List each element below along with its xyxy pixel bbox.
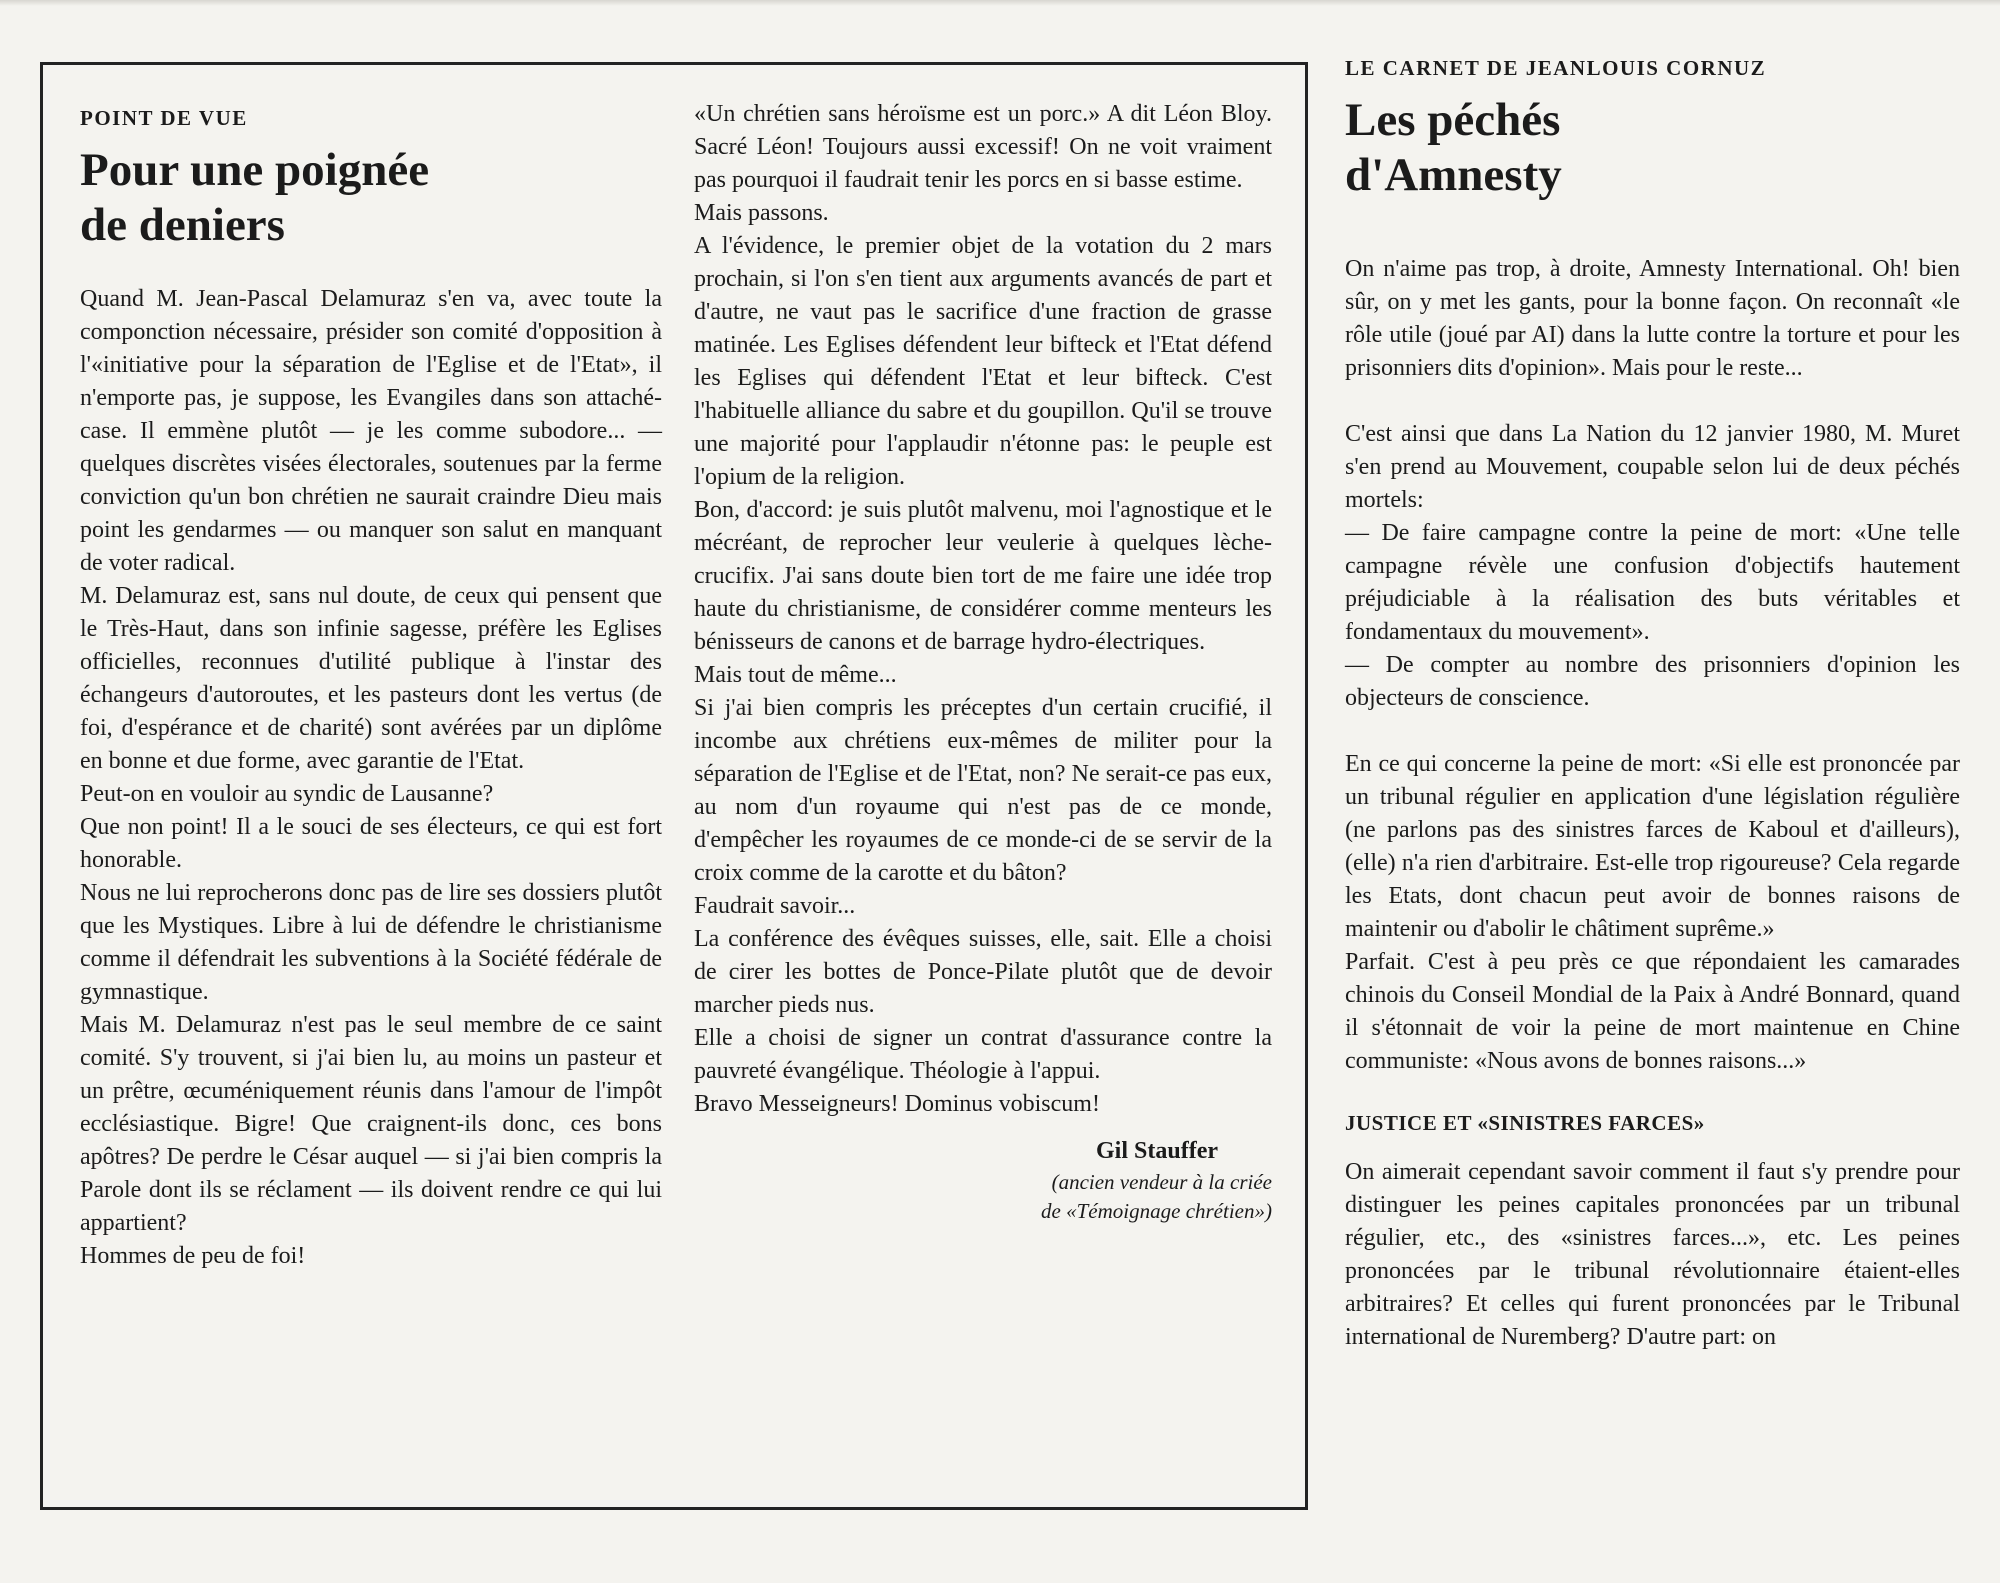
paragraph: Quand M. Jean-Pascal Delamuraz s'en va, avec toute la componction nécessaire, présider son comité d'opposition à l'«initiative pour la séparation de l'Eglise et de l'Etat», il n'emporte pas, je suppose, les Evangiles dans son attaché-case. Il emmène plutôt — je les comme subodore... — quelques discrètes visées électorales, soutenues par la ferme conviction qu'un bon chrétien ne saurait craindre Dieu mais point les gendarmes — ou manquer son salut en manquant de voter radical. — [80, 286, 662, 576]
paragraph: Si j'ai bien compris les préceptes d'un certain crucifié, il incombe aux chrétiens eux-mêmes de militer pour la séparation de l'Eglise et de l'Etat, non? Ne serait-ce pas eux, au nom d'un royaume qui n'est pas de ce monde, d'empêcher les royaumes de ce monde-ci de se servir de la croix comme de la carotte et du bâton? — [694, 695, 1272, 886]
paragraph: A l'évidence, le premier objet de la votation du 2 mars prochain, si l'on s'en tient aux arguments avancés de part et d'autre, ne vaut pas le sacrifice d'une fraction de grasse matinée. Les Eglises défendent leur bifteck et l'Etat défend les Eglises qui défendent l'Etat et leur bifteck. C'est l'habituelle alliance du sabre et du goupillon. Qu'il se trouve une majorité pour l'applaudir n'étonne pas: le peuple est l'opium de la religion. — [694, 233, 1272, 490]
paragraph: Nous ne lui reprocherons donc pas de lire ses dossiers plutôt que les Mystiques. Libre à lui de défendre le christianisme comme il défendrait les subventions à la Société fédérale de gymnastique. — [80, 880, 662, 1005]
right-headline-line-2: d'Amnesty — [1345, 149, 1562, 201]
paragraph-gap — [1345, 1078, 1960, 1111]
right-article-body — [1345, 253, 1960, 1354]
paragraph: Bon, d'accord: je suis plutôt malvenu, moi l'agnostique et le mécréant, de reprocher leur veulerie à quelques lèche-crucifix. J'ai sans doute bien tort de me faire une idée trop haute du christianisme, de considérer comme menteurs les bénisseurs de canons et de barrage hydro-électriques. — [694, 497, 1272, 655]
paragraph: Peut-on en vouloir au syndic de Lausanne? — [80, 781, 494, 807]
paragraph: On n'aime pas trop, à droite, Amnesty International. Oh! bien sûr, on y met les gants, pour la bonne façon. On reconnaît «le rôle utile (joué par AI) dans la lutte contre la torture et pour les prisonniers dits d'opinion». Mais pour le reste... — [1345, 256, 1960, 381]
paragraph: «Un chrétien sans héroïsme est un porc.» A dit Léon Bloy. Sacré Léon! Toujours aussi excessif! On ne voit vraiment pas pourquoi il faudrait tenir les porcs en si basse estime. — [694, 101, 1272, 193]
left-article-body-2 — [694, 98, 1272, 1121]
paragraph: Parfait. C'est à peu près ce que répondaient les camarades chinois du Conseil Mondial de la Paix à André Bonnard, quand il s'étonnait de voir la peine de mort maintenue en Chine communiste: «Nous avons de bonnes raisons...» — [1345, 949, 1960, 1074]
paragraph: M. Delamuraz est, sans nul doute, de ceux qui pensent que le Très-Haut, dans son infinie sagesse, préfère les Eglises officielles, reconnues d'utilité publique à l'instar des échangeurs d'autoroutes, et les pasteurs dont les vertus (de foi, d'espérance et de charité) sont avérées par un diplôme en bonne et due forme, avec garantie de l'Etat. — [80, 583, 662, 774]
paragraph: — De faire campagne contre la peine de mort: «Une telle campagne révèle une confusion d'objectifs hautement préjudiciable à la réalisation des buts véritables et fondamentaux du mouvement». — [1345, 520, 1960, 645]
left-article-column-2 — [694, 98, 1272, 1226]
left-headline-line-1: Pour une poignée — [80, 144, 430, 196]
paragraph: Bravo Messeigneurs! Dominus vobiscum! — [694, 1091, 1100, 1117]
left-headline-line-2: de deniers — [80, 199, 285, 251]
paragraph: En ce qui concerne la peine de mort: «Si elle est prononcée par un tribunal régulier en application d'une législation régulière (ne parlons pas des sinistres farces de Kaboul et d'ailleurs), (elle) n'a rien d'arbitraire. Est-elle trop rigoureuse? Cela regarde les Etats, dont chacun peut avoir de bonnes raisons de maintenir ou d'abolir le châtiment suprême.» — [1345, 751, 1960, 942]
paragraph: Mais M. Delamuraz n'est pas le seul membre de ce saint comité. S'y trouvent, si j'ai bien lu, au moins un pasteur et un prêtre, œcuméniquement réunis dans l'amour de l'impôt ecclésiastique. Bigre! Que craignent-ils donc, ces bons apôtres? De perdre le César auquel — si j'ai bien compris la Parole dont ils se réclament — ils doivent rendre ce qui lui appartient? — [80, 1012, 662, 1236]
paragraph: Elle a choisi de signer un contrat d'assurance contre la pauvreté évangélique. Théologie à l'appui. — [694, 1025, 1272, 1084]
paragraph: C'est ainsi que dans La Nation du 12 janvier 1980, M. Muret s'en prend au Mouvement, coupable selon lui de deux péchés mortels: — [1345, 421, 1960, 513]
paragraph: Mais passons. — [694, 200, 829, 226]
paragraph: Que non point! Il a le souci de ses électeurs, ce qui est fort honorable. — [80, 814, 662, 873]
author-name: Gil Stauffer — [1096, 1138, 1218, 1164]
right-article-subhead: JUSTICE ET «SINISTRES FARCES» — [1345, 1111, 1705, 1135]
author-note-line-2: de «Témoignage chrétien») — [1041, 1199, 1272, 1223]
left-article-body-1 — [80, 283, 662, 1273]
left-article-kicker: POINT DE VUE — [80, 106, 248, 130]
paragraph-gap — [1345, 715, 1960, 748]
paragraph: Mais tout de même... — [694, 662, 897, 688]
paragraph: Hommes de peu de foi! — [80, 1243, 306, 1269]
left-article-column-1 — [80, 106, 662, 1273]
right-article-kicker: LE CARNET DE JEANLOUIS CORNUZ — [1345, 56, 1767, 80]
left-article-headline — [80, 143, 662, 253]
paragraph: — De compter au nombre des prisonniers d'opinion les objecteurs de conscience. — [1345, 652, 1960, 711]
paragraph: Faudrait savoir... — [694, 893, 856, 919]
right-article-column — [1345, 56, 1960, 1354]
scan-top-edge — [0, 0, 2000, 6]
paragraph: La conférence des évêques suisses, elle, sait. Elle a choisi de cirer les bottes de Ponce-Pilate plutôt que de devoir marcher pieds nus. — [694, 926, 1272, 1018]
paragraph: On aimerait cependant savoir comment il faut s'y prendre pour distinguer les peines capitales prononcées par un tribunal régulier, etc., des «sinistres farces...», etc. Les peines prononcées par le tribunal révolutionnaire étaient-elles arbitraires? Et celles qui furent prononcées par le Tribunal international de Nuremberg? D'autre part: on — [1345, 1159, 1960, 1350]
author-note-line-1: (ancien vendeur à la criée — [1051, 1170, 1272, 1194]
paragraph-gap — [1345, 385, 1960, 418]
right-headline-line-1: Les péchés — [1345, 94, 1561, 146]
right-article-headline — [1345, 93, 1960, 203]
